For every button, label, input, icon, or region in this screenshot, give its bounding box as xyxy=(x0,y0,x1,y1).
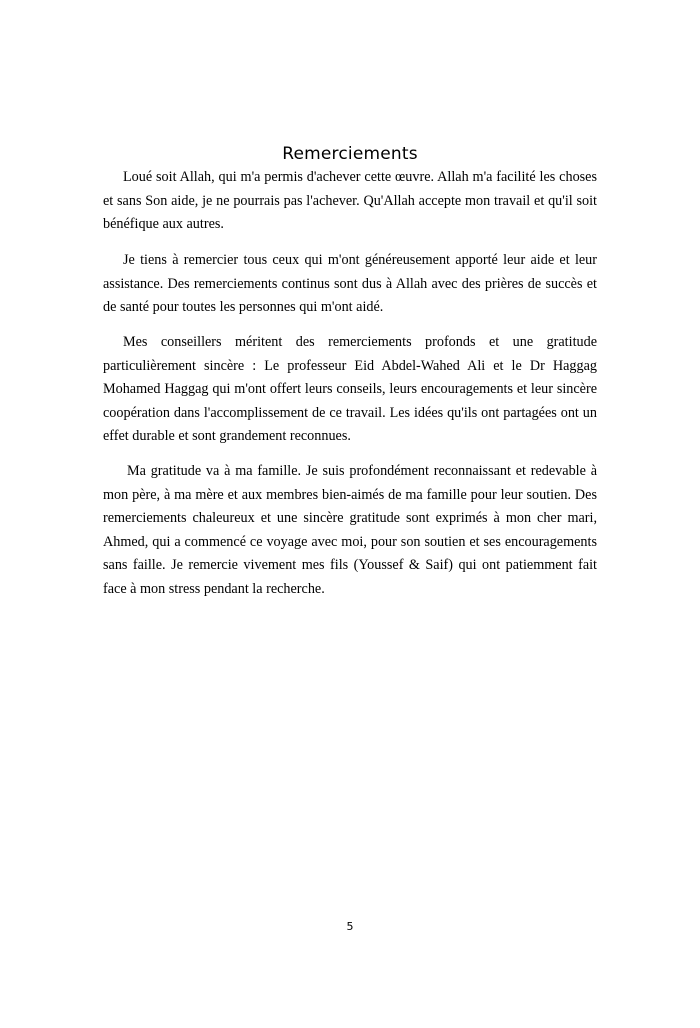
page-title: Remerciements xyxy=(282,144,418,164)
paragraph-advisors: Mes conseillers méritent des remerciements profonds et une gratitude particulièrement sincère : Le professeur Eid Abdel-Wahed Ali et le Dr Haggag Mohamed Haggag qui m'ont offert leurs conseils, leurs encouragements et leur sincère coopération dans l'accomplissement de ce travail. Les idées qu'ils ont partagées ont un effet durable et sont grandement reconnues. xyxy=(103,334,597,444)
paragraph-family: Ma gratitude va à ma famille. Je suis profondément reconnaissant et redevable à mon père, à ma mère et aux membres bien-aimés de ma famille pour leur soutien. Des remerciements chaleureux et une sincère gratitude sont exprimés à mon cher mari, Ahmed, qui a commencé ce voyage avec moi, pour son soutien et ses encouragements sans faille. Je remercie vivement mes fils (Youssef & Saif) qui ont patiemment fait face à mon stress pendant la recherche. xyxy=(103,463,597,597)
page-number: 5 xyxy=(346,920,354,933)
paragraph-general-thanks: Je tiens à remercier tous ceux qui m'ont généreusement apporté leur aide et leur assistance. Des remerciements continus sont dus à Allah avec des prières de succès et de santé pour toutes les personnes qui m'ont aidé. xyxy=(103,252,597,315)
paragraph-praise: Loué soit Allah, qui m'a permis d'achever cette œuvre. Allah m'a facilité les choses et sans Son aide, je ne pourrais pas l'achever. Qu'Allah accepte mon travail et qu'il soit bénéfique aux autres. xyxy=(103,169,597,232)
